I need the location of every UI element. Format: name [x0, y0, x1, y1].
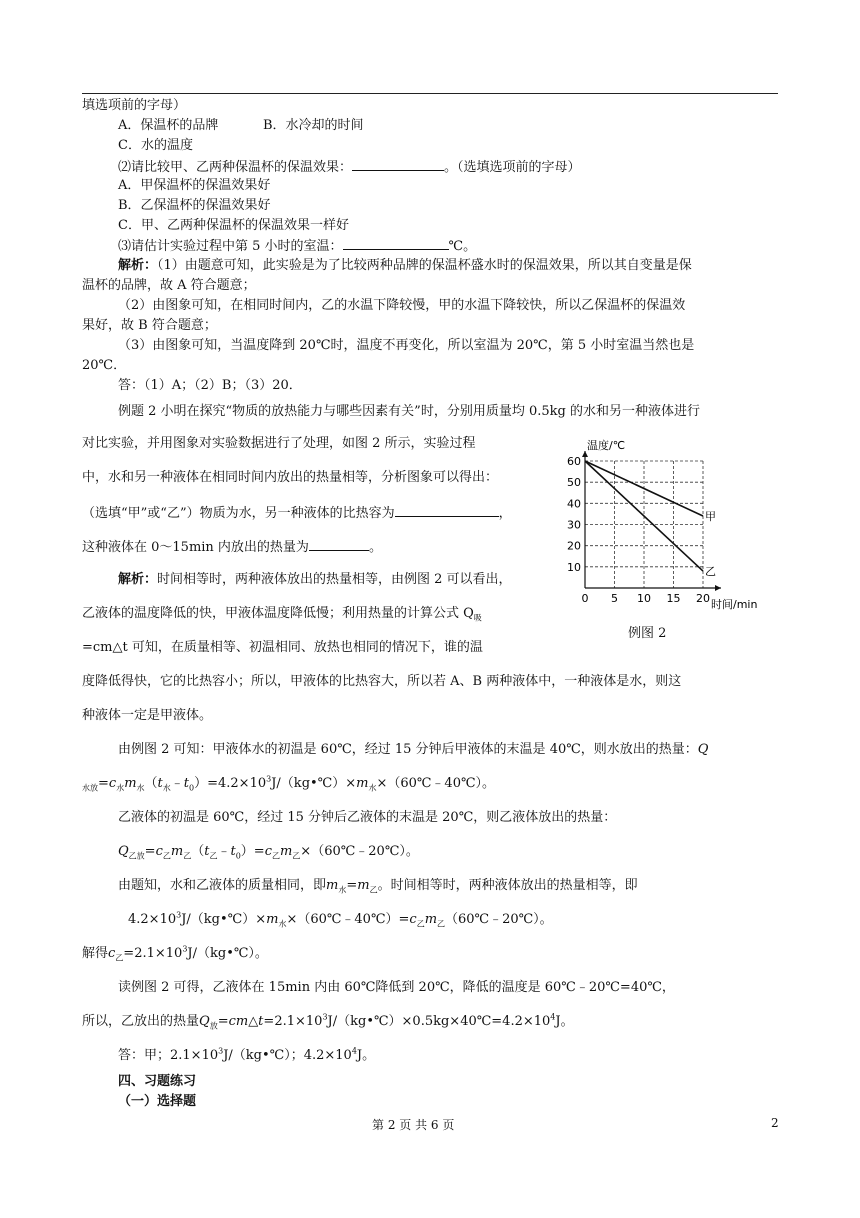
text-line: 温杯的品牌，故 A 符合题意；	[82, 278, 256, 293]
header-rule	[82, 93, 778, 94]
formula-line	[82, 1014, 574, 1030]
question-2-hint: 。（选填选项前的字母）	[444, 160, 581, 175]
subscript: 0	[189, 783, 195, 793]
text-span: ×（60℃﹣40℃）。	[376, 776, 496, 791]
y-tick-label: 50	[567, 476, 581, 490]
x-tick-label: 5	[611, 592, 618, 605]
text-line: 种液体一定是甲液体。	[82, 708, 213, 723]
temperature-time-chart	[553, 436, 773, 636]
answer-blank	[343, 237, 449, 250]
text-line	[82, 606, 482, 622]
option-b: B．水冷却的时间	[263, 118, 364, 133]
text-line	[82, 504, 512, 522]
symbol: c	[155, 844, 163, 859]
subscript: 乙	[369, 885, 378, 895]
text-line: （2）由图象可知，在相同时间内，乙的水温下降较慢，甲的水温下降较快，所以乙保温杯的保温效	[118, 298, 686, 313]
subscript: 水	[278, 919, 287, 929]
symbol: Q	[199, 1014, 210, 1029]
unit-celsius: ℃。	[448, 239, 477, 254]
symbol: c	[108, 946, 116, 961]
text-line: 20℃．	[82, 358, 127, 373]
text-line	[118, 878, 638, 894]
text-span: ×（60℃﹣40℃）=	[286, 912, 410, 927]
series-label: 乙	[705, 565, 716, 579]
text-span: J/（kg•℃）×	[271, 776, 357, 791]
text-span: J/（kg•℃）×	[181, 912, 267, 927]
subscript: 水	[338, 885, 347, 895]
superscript: 3	[182, 944, 188, 954]
subscript: 放	[209, 1021, 218, 1031]
text-line: 乙液体的初温是 60℃，经过 15 分钟后乙液体的末温是 20℃，则乙液体放出的热量：	[118, 810, 617, 825]
text-span: 由题知，水和乙液体的质量相同，即	[118, 878, 327, 893]
series-label: 甲	[705, 510, 716, 524]
text-span: 所以，乙放出的热量	[82, 1014, 200, 1029]
x-axis-label: 时间/min	[711, 598, 758, 611]
text-span: 。	[368, 540, 382, 555]
answer-line	[118, 1048, 375, 1064]
question-3	[118, 237, 476, 255]
superscript: 3	[322, 1012, 328, 1022]
y-tick-label: 20	[567, 539, 581, 553]
text-span: 4.2×10	[128, 912, 177, 927]
page-number: 2	[771, 1116, 779, 1130]
text-span: ）=	[240, 844, 265, 859]
chart-ticks	[567, 455, 710, 605]
text-span: ）=4.2×10	[194, 776, 267, 791]
subscript: 乙	[292, 851, 301, 861]
text-line: 对比实验，并用图象对实验数据进行了处理，如图 2 所示，实验过程	[82, 436, 476, 451]
symbol: m	[279, 844, 293, 859]
text-span: J/（kg•℃）×0.5kg×40℃=4.2×10	[327, 1014, 551, 1029]
superscript: 4	[550, 1012, 556, 1022]
analysis-text: 时间相等时，两种液体放出的热量相等，由例图 2 可以看出，	[157, 572, 512, 587]
analysis-label: 解析：	[118, 572, 158, 587]
text-span: （	[144, 776, 158, 791]
symbol: t	[230, 844, 236, 859]
question-3-text: ⑶请估计实验过程中第 5 小时的室温：	[118, 239, 343, 254]
text-span: J。	[555, 1014, 574, 1029]
symbol: =cm△t	[217, 1014, 264, 1029]
superscript: 3	[176, 910, 182, 920]
text-line	[82, 538, 382, 556]
formula-line	[82, 776, 495, 792]
x-tick-label: 10	[637, 592, 651, 605]
analysis-label: 解析：	[118, 258, 158, 273]
answer-blank	[352, 158, 444, 171]
y-tick-label: 10	[567, 560, 581, 574]
option-b: B．乙保温杯的保温效果好	[118, 198, 271, 213]
text-span: =2.1×10	[263, 1014, 323, 1029]
text-span: ，	[498, 506, 512, 521]
text-span: 这种液体在 0～15min 内放出的热量为	[82, 540, 309, 555]
subscript: 乙	[162, 851, 171, 861]
symbol: m	[356, 776, 369, 791]
x-tick-label: 0	[581, 592, 589, 605]
y-tick-label: 60	[567, 455, 581, 468]
text-span: J。	[356, 1048, 376, 1063]
symbol: c	[409, 912, 417, 927]
text-line: 填选项前的字母）	[82, 98, 187, 113]
x-axis-arrow	[715, 585, 721, 591]
option-a: A．保温杯的品牌	[118, 118, 219, 133]
answer-blank	[309, 538, 369, 551]
text-span: ×（60℃﹣20℃）。	[300, 844, 419, 859]
option-c: C．甲、乙两种保温杯的保温效果一样好	[118, 218, 349, 233]
superscript: 3	[218, 1046, 224, 1056]
formula-line	[82, 946, 268, 962]
text-line: 度降低得快，它的比热容小；所以，甲液体的比热容大，所以若 A、B 两种液体中，一种液体是水，则这	[82, 674, 682, 689]
subscript: 乙	[437, 919, 446, 929]
symbol-q: Q	[697, 742, 709, 757]
symbol: t	[157, 776, 163, 791]
symbol: m	[424, 912, 438, 927]
subscript: 0	[235, 851, 241, 861]
text-span: J/（kg•℃）；4.2×10	[223, 1048, 352, 1063]
text-span: 解得	[82, 946, 109, 961]
text-span: 乙液体的温度降低的快，甲液体温度降低慢；利用热量的计算公式 Q	[82, 606, 474, 621]
subscript: 乙	[115, 953, 124, 963]
symbol: c	[264, 844, 272, 859]
symbol: t	[183, 776, 190, 791]
chart-axes	[582, 451, 721, 591]
analysis-text: （1）由题意可知，此实验是为了比较两种品牌的保温杯盛水时的保温效果，所以其自变量是保	[157, 258, 692, 273]
formula-line	[118, 844, 419, 860]
y-tick-label: 40	[567, 497, 581, 511]
page-indicator: 第 2 页 共 6 页	[372, 1118, 455, 1132]
subscript: 乙	[416, 919, 425, 929]
superscript: 3	[266, 774, 272, 784]
chart-grid	[585, 461, 703, 588]
text-span: （	[191, 844, 205, 859]
symbol: Q	[118, 844, 129, 859]
figure-caption: 例图 2	[628, 626, 667, 641]
analysis-line	[118, 258, 692, 274]
text-span: J/（kg•℃）。	[187, 946, 268, 961]
x-tick-label: 20	[696, 592, 710, 605]
symbol: t	[204, 844, 210, 859]
text-line	[118, 742, 708, 758]
text-line: 中，水和另一种液体在相同时间内放出的热量相等，分析图象可以得出：	[82, 470, 499, 485]
text-line: （3）由图象可知，当温度降到 20℃时，温度不再变化，所以室温为 20℃，第 5 小时室温当然也是	[118, 338, 695, 353]
text-span: 。时间相等时，两种液体放出的热量相等，即	[377, 878, 638, 893]
text-span: 答：甲；2.1×10	[118, 1048, 219, 1063]
subscript: 水	[162, 783, 171, 793]
text-span: =	[144, 844, 156, 859]
text-span: =	[98, 776, 109, 791]
superscript: 4	[351, 1046, 357, 1056]
symbol: m	[357, 878, 370, 893]
text-span: ﹣	[217, 844, 231, 859]
text-span: ﹣	[170, 776, 184, 791]
analysis-line	[118, 572, 512, 588]
text-span: =2.1×10	[123, 946, 183, 961]
answer-line: 答：（1）A；（2）B；（3）20．	[118, 378, 302, 393]
subscript: 乙	[183, 851, 192, 861]
text-line: 果好，故 B 符合题意；	[82, 318, 217, 333]
question-2-text: ⑵请比较甲、乙两种保温杯的保温效果：	[118, 160, 353, 175]
symbol: m	[124, 776, 137, 791]
subscript: 水	[368, 783, 377, 793]
text-span: （60℃﹣20℃）。	[445, 912, 553, 927]
text-span: 由例图 2 可知：甲液体水的初温是 60℃，经过 15 分钟后甲液体的末温是 40℃，则水放出的热量：	[118, 742, 698, 757]
answer-blank	[395, 504, 499, 517]
subscript: 水放	[82, 783, 98, 793]
y-tick-label: 30	[567, 518, 581, 532]
formula-line	[128, 912, 553, 928]
question-2	[118, 158, 581, 176]
text-line: =cm△t 可知，在质量相等、初温相同、放热也相同的情况下，谁的温	[82, 640, 483, 655]
symbol: c	[108, 776, 117, 791]
symbol: m	[326, 878, 339, 893]
symbol: m	[170, 844, 184, 859]
option-c: C．水的温度	[118, 138, 193, 153]
subsection-heading: （一）选择题	[118, 1094, 197, 1109]
subscript: 乙	[271, 851, 280, 861]
subscript: 水	[116, 783, 125, 793]
symbol: m	[266, 912, 279, 927]
text-line: 读例图 2 可得，乙液体在 15min 内由 60℃降低到 20℃，降低的温度是 60℃﹣20℃=40℃，	[118, 980, 675, 995]
y-axis-label: 温度/℃	[587, 439, 626, 452]
example-2-intro: 例题 2 小明在探究“物质的放热能力与哪些因素有关”时，分别用质量均 0.5kg 的水和另一种液体进行	[118, 404, 700, 419]
section-heading: 四、习题练习	[118, 1074, 197, 1089]
subscript: 吸	[473, 613, 482, 623]
text-span: =	[346, 878, 358, 893]
subscript: 水	[136, 783, 145, 793]
text-span: （选填“甲”或“乙”）物质为水，另一种液体的比热容为	[82, 506, 395, 521]
option-a: A．甲保温杯的保温效果好	[118, 178, 271, 193]
x-tick-label: 15	[666, 592, 681, 605]
subscript: 乙	[209, 851, 218, 861]
subscript: 乙放	[128, 851, 145, 861]
chart-series	[585, 461, 716, 578]
